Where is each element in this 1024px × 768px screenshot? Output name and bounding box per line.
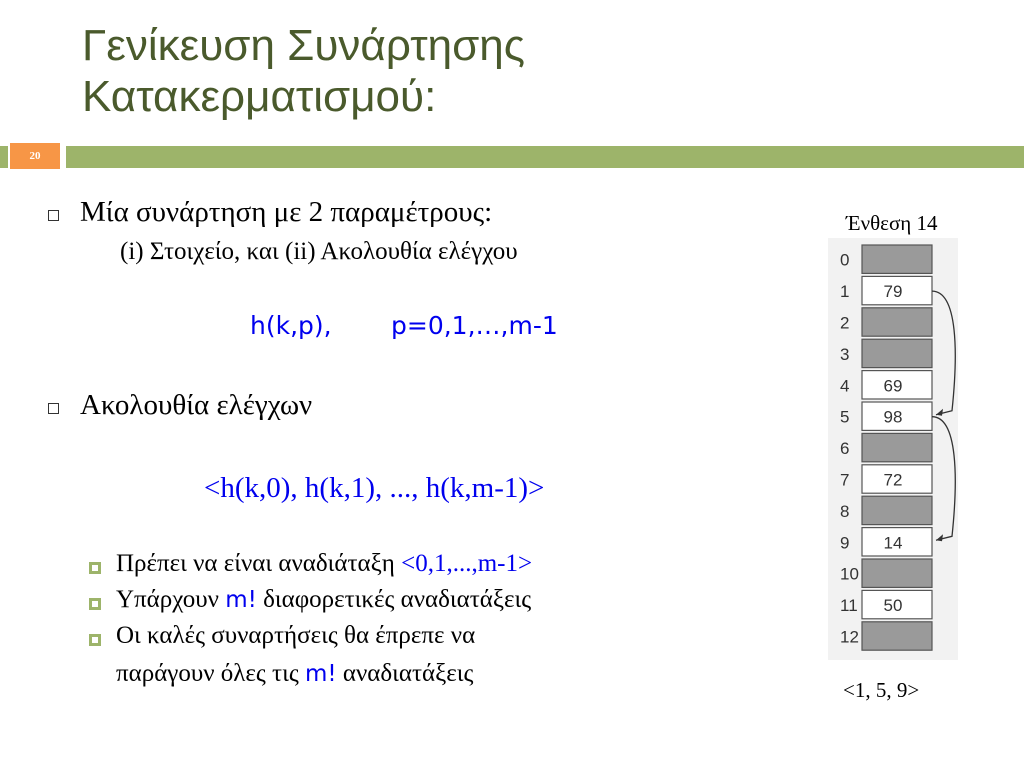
slot-value-label: 79	[883, 282, 903, 302]
probe-sequence-formula: <h(k,0), h(k,1), ..., h(k,m-1)>	[204, 472, 545, 504]
slot-index-label: 10	[840, 564, 859, 584]
sub-bullet-3-line-2	[116, 660, 473, 688]
title-line-1: Γενίκευση Συνάρτησης	[82, 21, 525, 70]
bullet-text-1: Μία συνάρτηση με 2 παραμέτρους:	[80, 196, 493, 228]
m-factorial-highlight: m!	[225, 587, 257, 613]
table-slot	[862, 308, 932, 336]
bullet-text-2: Ακολουθία ελέγχων	[80, 389, 313, 421]
slot-index-label: 7	[840, 470, 850, 490]
slot-index-label: 11	[840, 596, 858, 616]
sub-bullet-3-line-1: Οι καλές συναρτήσεις θα έπρεπε να	[116, 622, 476, 649]
hash-table-figure	[828, 238, 958, 660]
sub-bullet-3-text: παράγουν όλες τις	[116, 660, 305, 687]
m-factorial-highlight: m!	[304, 661, 337, 687]
slot-value-label: 69	[883, 376, 903, 396]
slot-index-label: 8	[840, 501, 850, 521]
slot-value-label: 72	[883, 470, 903, 490]
slot-index-label: 4	[840, 376, 850, 396]
bullet-detail-1: (i) Στοιχείο, και (ii) Ακολουθία ελέγχου	[120, 238, 518, 265]
bullet-box-icon	[48, 210, 59, 221]
bullet-box-icon	[48, 403, 59, 414]
slide-title	[82, 20, 982, 122]
slot-index-label: 3	[840, 344, 850, 364]
sub-bullet-1	[116, 550, 532, 578]
sub-bullet-icon	[89, 634, 101, 646]
table-slot	[862, 496, 932, 524]
table-slot	[862, 339, 932, 367]
sub-bullet-1-text: Πρέπει να είναι αναδιάταξη	[116, 550, 402, 577]
table-slot	[862, 433, 932, 461]
title-band-left	[0, 146, 8, 168]
table-slot	[862, 559, 932, 587]
sub-bullet-icon	[89, 598, 101, 610]
slot-value-label: 98	[883, 407, 903, 427]
sub-bullet-icon	[89, 562, 101, 574]
slot-index-label: 12	[840, 627, 859, 647]
formula-hkp: h(k,p),	[250, 311, 332, 340]
slot-index-label: 5	[840, 407, 850, 427]
slot-index-label: 0	[840, 250, 850, 270]
slot-value-label: 50	[883, 596, 903, 616]
figure-caption: Ένθεση 14	[846, 211, 938, 235]
slide-number: 20	[10, 143, 60, 169]
table-slot	[862, 245, 932, 273]
slot-value-label: 14	[883, 533, 903, 553]
sub-bullet-2	[116, 586, 531, 614]
table-slot	[862, 622, 932, 650]
slot-index-label: 2	[840, 313, 850, 333]
slot-index-label: 6	[840, 439, 850, 459]
title-line-2: Κατακερματισμού:	[82, 72, 437, 121]
sub-bullet-2-text-end: διαφορετικές αναδιατάξεις	[256, 586, 532, 613]
hash-table-diagram	[828, 238, 958, 660]
sub-bullet-2-text: Υπάρχουν	[116, 586, 226, 613]
probe-sequence-caption: <1, 5, 9>	[843, 678, 920, 702]
permutation-highlight: <0,1,...,m-1>	[401, 550, 533, 577]
title-band-right	[66, 146, 1024, 168]
sub-bullet-3-text-end: αναδιατάξεις	[336, 660, 474, 687]
slot-index-label: 1	[840, 282, 850, 302]
formula-p-range: p=0,1,…,m-1	[391, 311, 558, 340]
slot-index-label: 9	[840, 533, 850, 553]
